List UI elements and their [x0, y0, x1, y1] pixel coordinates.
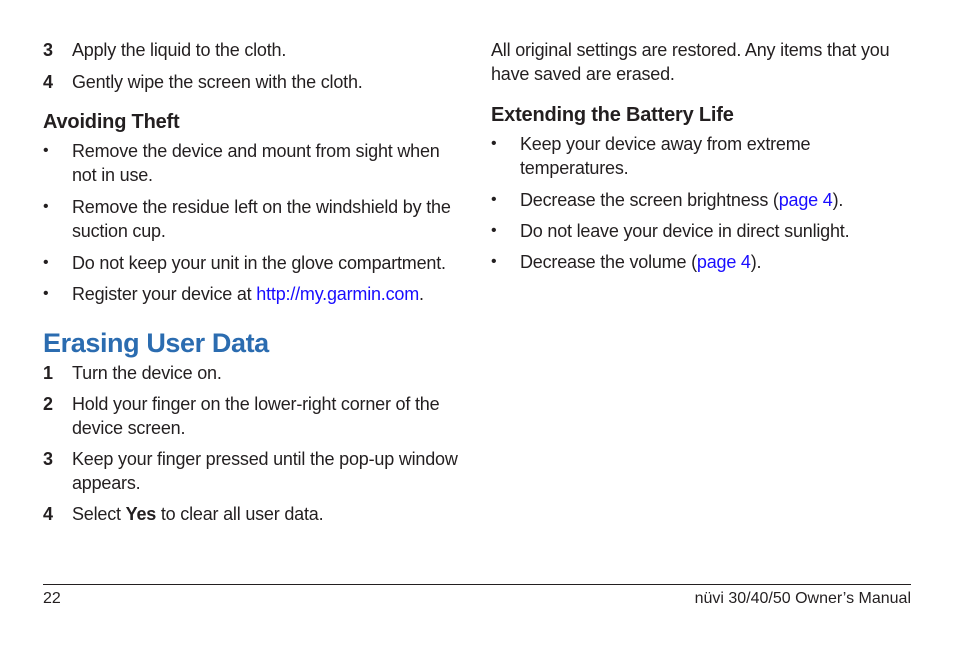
battery-bullet-brightness [491, 188, 911, 212]
step-number: 2 [43, 394, 53, 414]
page-4-link[interactable]: page 4 [778, 190, 833, 210]
page-4-link[interactable]: page 4 [696, 252, 751, 272]
erase-step-4 [43, 502, 468, 526]
bullet-text: Remove the device and mount from sight when not in use. [72, 141, 440, 185]
garmin-url-link[interactable]: http://my.garmin.com [256, 284, 420, 304]
footer-divider [43, 584, 911, 585]
step-3-apply-liquid [43, 38, 468, 62]
erase-step-1 [43, 361, 468, 385]
bullet-text: Do not keep your unit in the glove compartment. [72, 253, 446, 273]
step-number: 4 [43, 504, 53, 524]
bullet-glyph: • [43, 254, 49, 271]
avoiding-theft-heading: Avoiding Theft [43, 111, 180, 133]
battery-bullet-volume [491, 250, 911, 274]
manual-title: nüvi 30/40/50 Owner’s Manual [694, 590, 911, 607]
bullet-glyph: • [491, 191, 497, 208]
step-number: 3 [43, 449, 53, 469]
step-text-suffix: to clear all user data. [156, 504, 324, 524]
step-text: Apply the liquid to the cloth. [72, 40, 287, 60]
step-4-wipe-screen [43, 70, 468, 94]
theft-bullet-register [43, 282, 468, 306]
theft-bullet [43, 139, 468, 187]
bullet-text-suffix: ). [832, 190, 844, 210]
erasing-user-data-heading: Erasing User Data [43, 328, 269, 358]
step-number: 4 [43, 72, 53, 92]
right-column [491, 38, 911, 274]
erase-step-3 [43, 447, 468, 495]
battery-bullet [491, 219, 911, 243]
theft-bullet [43, 195, 468, 243]
step-number: 3 [43, 40, 53, 60]
battery-life-heading: Extending the Battery Life [491, 104, 734, 126]
bullet-glyph: • [491, 222, 497, 239]
bullet-glyph: • [491, 253, 497, 270]
bullet-glyph: • [43, 285, 49, 302]
left-column [43, 38, 468, 526]
bullet-glyph: • [43, 142, 49, 159]
restore-note: All original settings are restored. Any items that you have saved are erased. [491, 40, 890, 84]
theft-bullet [43, 251, 468, 275]
bullet-text-suffix: ). [750, 252, 762, 272]
bullet-text-prefix: Decrease the screen brightness ( [520, 190, 779, 210]
battery-bullet [491, 132, 911, 180]
step-text: Keep your finger pressed until the pop-up window appears. [72, 449, 458, 493]
bullet-glyph: • [43, 198, 49, 215]
step-text: Gently wipe the screen with the cloth. [72, 72, 363, 92]
bullet-glyph: • [491, 135, 497, 152]
page-number: 22 [43, 590, 61, 607]
step-text-prefix: Select [72, 504, 126, 524]
bullet-text: Remove the residue left on the windshield by the suction cup. [72, 197, 451, 241]
yes-option-label: Yes [125, 504, 157, 524]
bullet-text: Keep your device away from extreme temperatures. [520, 134, 811, 178]
step-text: Turn the device on. [72, 363, 222, 383]
bullet-text-prefix: Register your device at [72, 284, 257, 304]
step-number: 1 [43, 363, 53, 383]
bullet-text-suffix: . [419, 284, 424, 304]
erase-step-2 [43, 392, 468, 440]
bullet-text: Do not leave your device in direct sunlight. [520, 221, 850, 241]
step-text: Hold your finger on the lower-right corner of the device screen. [72, 394, 440, 438]
bullet-text-prefix: Decrease the volume ( [520, 252, 697, 272]
